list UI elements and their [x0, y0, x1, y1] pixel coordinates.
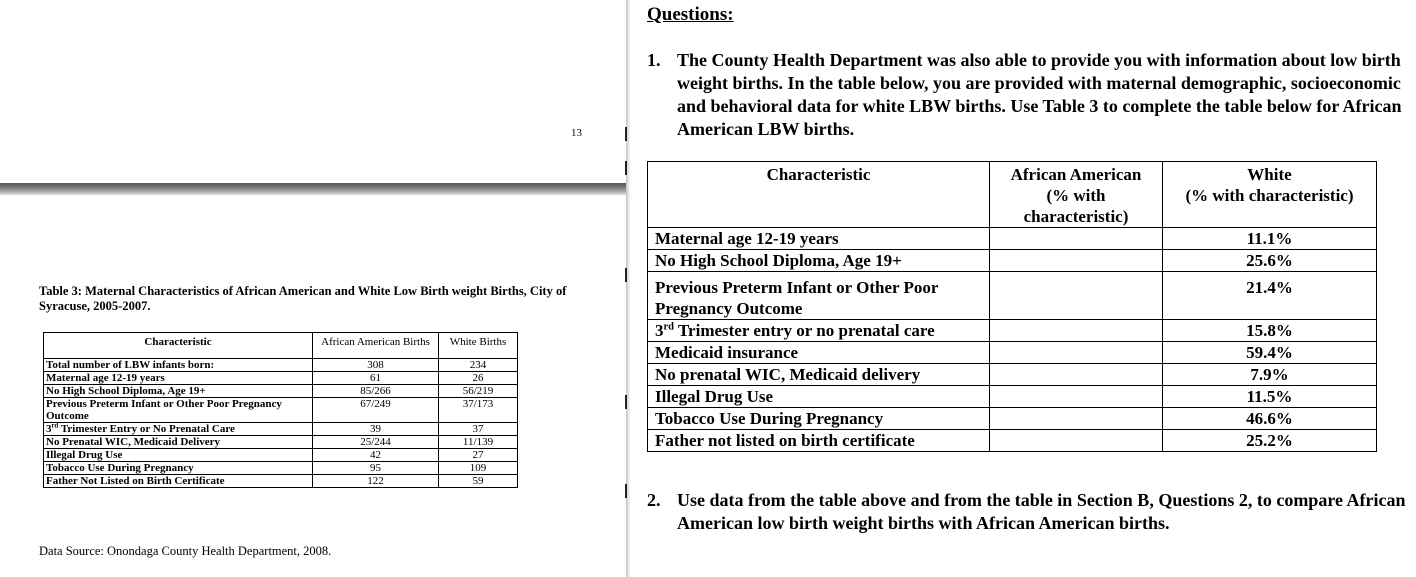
row-label: 3rd Trimester Entry or No Prenatal Care: [44, 423, 313, 436]
table-row: [648, 342, 1377, 364]
question-2-number: 2.: [647, 490, 661, 510]
aa-answer-cell[interactable]: [990, 408, 1163, 430]
table3-header-characteristic: Characteristic: [44, 333, 313, 359]
table-row: [44, 359, 518, 372]
row-aa-value: 39: [313, 423, 439, 436]
row-white-value: 11.5%: [1163, 386, 1377, 408]
row-white-value: 21.4%: [1163, 272, 1377, 320]
row-white-value: 37: [439, 423, 518, 436]
row-white-value: 15.8%: [1163, 320, 1377, 342]
table-row: [648, 272, 1377, 320]
row-white-value: 109: [439, 462, 518, 475]
row-white-value: 25.6%: [1163, 250, 1377, 272]
table-row: [44, 475, 518, 488]
table-row: [648, 408, 1377, 430]
row-aa-value: 61: [313, 372, 439, 385]
row-white-value: 25.2%: [1163, 430, 1377, 452]
lbw-table: [647, 161, 1377, 452]
lbw-header-aa: African American (% with characteristic): [990, 162, 1163, 228]
table-row: [44, 398, 518, 423]
row-label: Previous Preterm Infant or Other Poor Pregnancy Outcome: [44, 398, 313, 423]
row-white-value: 27: [439, 449, 518, 462]
aa-answer-cell[interactable]: [990, 250, 1163, 272]
page-separator-bar: [0, 183, 626, 195]
table-row: [648, 320, 1377, 342]
row-label: No High School Diploma, Age 19+: [44, 385, 313, 398]
row-label: Tobacco Use During Pregnancy: [648, 408, 990, 430]
divider-tick: [625, 127, 627, 141]
table-row: [44, 449, 518, 462]
row-white-value: 37/173: [439, 398, 518, 423]
row-white-value: 11/139: [439, 436, 518, 449]
row-aa-value: 42: [313, 449, 439, 462]
row-white-value: 11.1%: [1163, 228, 1377, 250]
row-label: Illegal Drug Use: [44, 449, 313, 462]
table-row: [648, 228, 1377, 250]
row-label: Illegal Drug Use: [648, 386, 990, 408]
questions-heading: Questions:: [647, 4, 734, 25]
row-label: Maternal age 12-19 years: [648, 228, 990, 250]
aa-answer-cell[interactable]: [990, 320, 1163, 342]
row-label: No High School Diploma, Age 19+: [648, 250, 990, 272]
row-white-value: 59.4%: [1163, 342, 1377, 364]
table-row: [648, 430, 1377, 452]
table3-header-white: White Births: [439, 333, 518, 359]
question-1-number: 1.: [647, 50, 661, 70]
aa-answer-cell[interactable]: [990, 364, 1163, 386]
right-page: [630, 0, 1416, 577]
row-white-value: 56/219: [439, 385, 518, 398]
aa-answer-cell[interactable]: [990, 272, 1163, 320]
left-page: [0, 0, 626, 577]
aa-answer-cell[interactable]: [990, 228, 1163, 250]
aa-answer-cell[interactable]: [990, 430, 1163, 452]
table-row: [648, 250, 1377, 272]
row-white-value: 46.6%: [1163, 408, 1377, 430]
row-label: Tobacco Use During Pregnancy: [44, 462, 313, 475]
table-row: [648, 386, 1377, 408]
row-label: Medicaid insurance: [648, 342, 990, 364]
table-row: [44, 423, 518, 436]
table-row: [648, 364, 1377, 386]
divider-tick: [625, 161, 627, 175]
row-white-value: 59: [439, 475, 518, 488]
table-row: [44, 385, 518, 398]
table-row: [44, 462, 518, 475]
question-2-text: Use data from the table above and from the table in Section B, Questions 2, to compare African American low birth weight births with African American births.: [677, 490, 1406, 533]
row-white-value: 26: [439, 372, 518, 385]
data-source: Data Source: Onondaga County Health Department, 2008.: [39, 544, 332, 558]
lbw-header-white: White (% with characteristic): [1163, 162, 1377, 228]
page-number: 13: [571, 127, 582, 139]
table-row: [44, 372, 518, 385]
row-label: Father not listed on birth certificate: [648, 430, 990, 452]
table3-caption: Table 3: Maternal Characteristics of African American and White Low Birth weight Births, City of Syracuse, 2005-2007.: [39, 284, 567, 313]
row-aa-value: 95: [313, 462, 439, 475]
row-label: Maternal age 12-19 years: [44, 372, 313, 385]
row-aa-value: 85/266: [313, 385, 439, 398]
row-label: Total number of LBW infants born:: [44, 359, 313, 372]
row-white-value: 7.9%: [1163, 364, 1377, 386]
table3-header-aa: African American Births: [313, 333, 439, 359]
row-aa-value: 67/249: [313, 398, 439, 423]
aa-answer-cell[interactable]: [990, 386, 1163, 408]
row-label: Previous Preterm Infant or Other Poor Pregnancy Outcome: [648, 272, 990, 320]
aa-answer-cell[interactable]: [990, 342, 1163, 364]
row-white-value: 234: [439, 359, 518, 372]
question-1-text: The County Health Department was also able to provide you with information about low birth weight births. In the table below, you are provided with maternal demographic, socioeconomic and behavioral data for white LBW births. Use Table 3 to complete the table below for African American LBW births.: [677, 50, 1402, 139]
divider-tick: [625, 268, 627, 282]
table-row: [44, 436, 518, 449]
table3: [43, 332, 518, 488]
divider-tick: [625, 395, 627, 409]
lbw-header-characteristic: Characteristic: [648, 162, 990, 228]
row-aa-value: 308: [313, 359, 439, 372]
row-aa-value: 122: [313, 475, 439, 488]
row-label: No Prenatal WIC, Medicaid Delivery: [44, 436, 313, 449]
divider-tick: [625, 484, 627, 498]
row-label: No prenatal WIC, Medicaid delivery: [648, 364, 990, 386]
row-label: 3rd Trimester entry or no prenatal care: [648, 320, 990, 342]
row-label: Father Not Listed on Birth Certificate: [44, 475, 313, 488]
row-aa-value: 25/244: [313, 436, 439, 449]
